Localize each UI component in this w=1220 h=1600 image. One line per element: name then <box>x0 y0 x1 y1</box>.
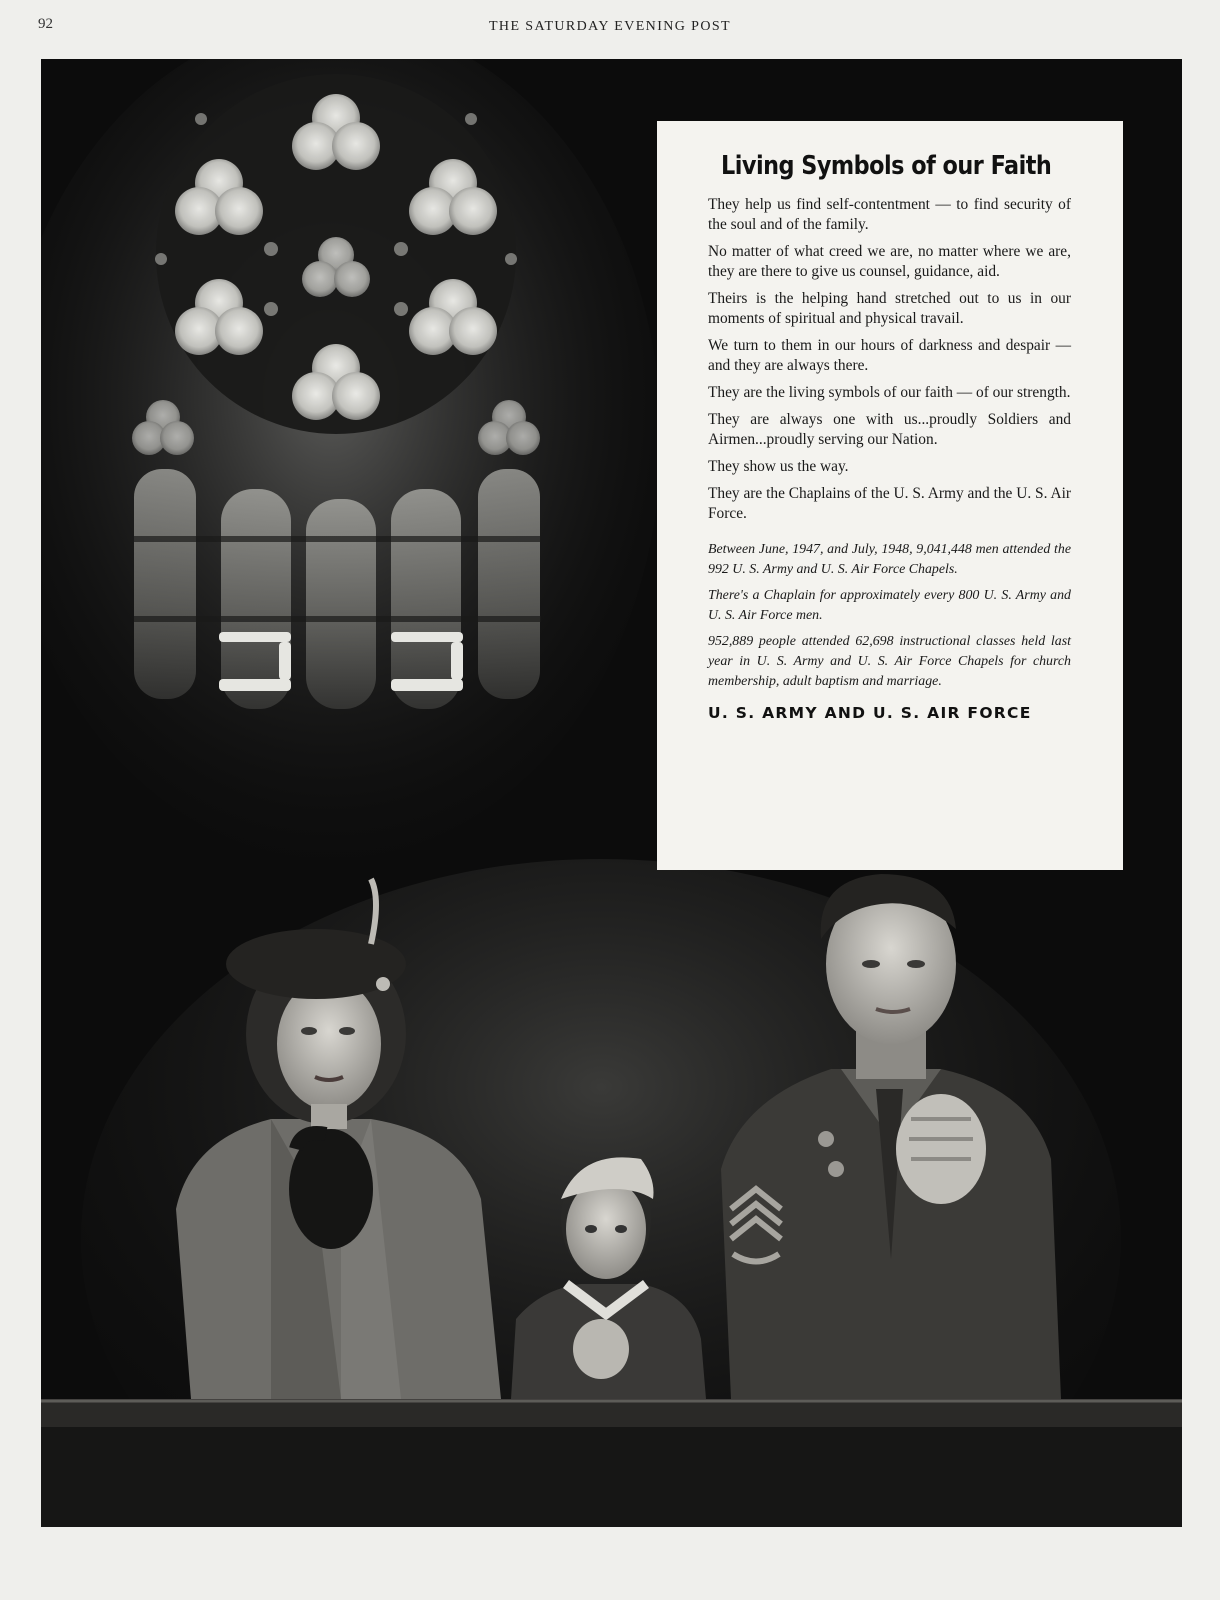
lancet-windows <box>134 469 541 709</box>
body-paragraph: No matter of what creed we are, no matter where we are, they are there to give us counsel, guidance, aid. <box>708 243 1071 280</box>
running-head: THE SATURDAY EVENING POST <box>488 19 732 34</box>
body-paragraph: They help us find self-contentment — to find security of the soul and of the family. <box>708 196 1071 233</box>
ad-headline: Living Symbols of our Faith <box>721 151 1052 181</box>
statistics-block <box>708 540 1071 692</box>
stat-paragraph: 952,889 people attended 62,698 instructional classes held last year in U. S. Army and U. S. Air Force Chapels for church membership, adult baptism and marriage. <box>708 634 1071 689</box>
page-number: 92 <box>38 16 53 32</box>
stat-paragraph: Between June, 1947, and July, 1948, 9,041,448 men attended the 992 U. S. Army and U. S. Air Force Chapels. <box>708 542 1071 577</box>
ad-copy-panel <box>657 121 1123 870</box>
pew <box>41 1399 1182 1527</box>
body-paragraph: They show us the way. <box>708 458 849 475</box>
body-paragraph: They are the living symbols of our faith — of our strength. <box>708 384 1071 401</box>
body-paragraph: We turn to them in our hours of darkness and despair — and they are always there. <box>708 337 1071 374</box>
body-paragraph: They are the Chaplains of the U. S. Army and the U. S. Air Force. <box>708 485 1071 522</box>
body-paragraph: Theirs is the helping hand stretched out to us in our moments of spiritual and physical travail. <box>708 290 1071 327</box>
church-family-photo <box>41 59 1182 1527</box>
stat-paragraph: There's a Chaplain for approximately every 800 U. S. Army and U. S. Air Force men. <box>708 588 1071 623</box>
advertiser-signature: U. S. ARMY AND U. S. AIR FORCE <box>708 704 1032 722</box>
body-paragraph: They are always one with us...proudly Soldiers and Airmen...proudly serving our Nation. <box>708 411 1071 448</box>
